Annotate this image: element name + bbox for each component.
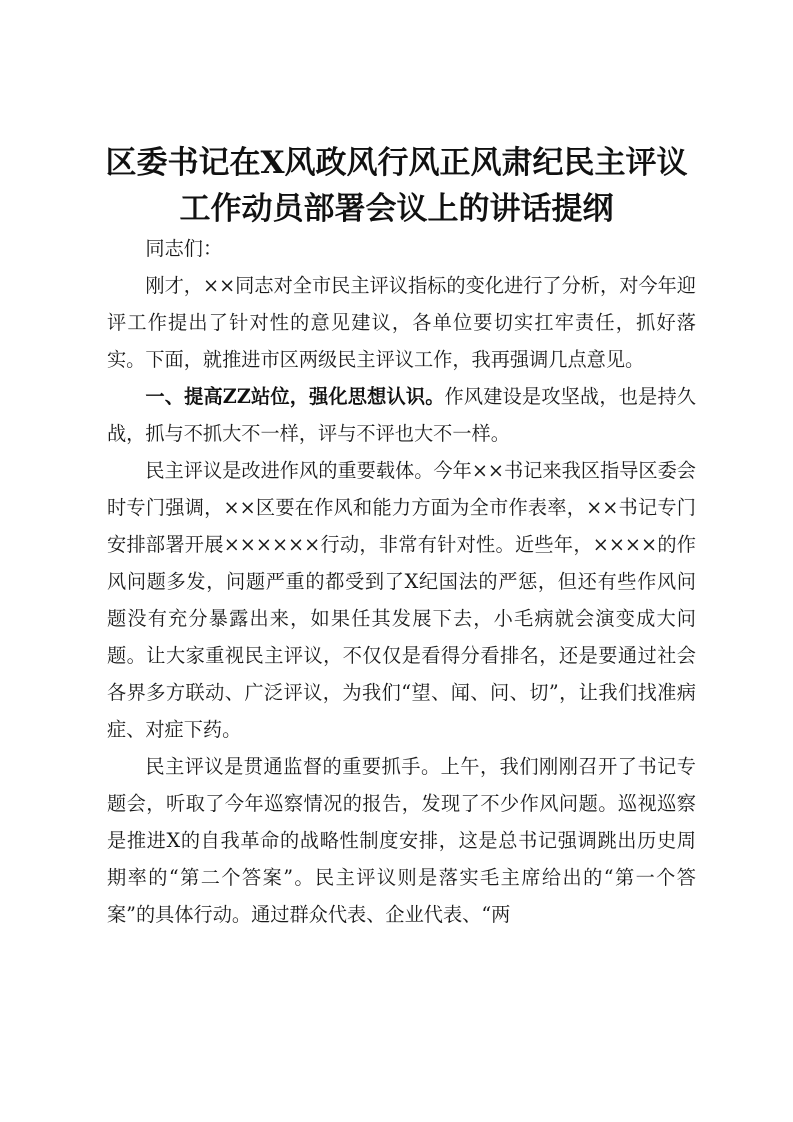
greeting: 同志们： <box>145 237 223 260</box>
document-body <box>107 230 696 933</box>
paragraph-section-one <box>107 378 696 452</box>
paragraph-carrier-text: 民主评议是改进作风的重要载体。今年××书记来我区指导区委会时专门强调，××区要在作风和能力方面为全市作表率，××书记专门安排部署开展××××××行动，非常有针对性。近些年，××××的作风问题多发，问题严重的都受到了X纪国法的严惩，但还有些作风问题没有充分暴露出来，如果任其发展下去，小毛病就会演变成大问题。让大家重视民主评议，不仅仅是看得分看排名，还是要通过社会各界多方联动、广泛评议，为我们“望、闻、问、切”，让我们找准病症、对症下药。 <box>107 459 696 741</box>
paragraph-intro-text: 刚才，××同志对全市民主评议指标的变化进行了分析，对今年迎评工作提出了针对性的意见建议，各单位要切实扛牢责任，抓好落实。下面，就推进市区两级民主评议工作，我再强调几点意见。 <box>107 274 696 371</box>
document-title: 区委书记在X风政风行风正风肃纪民主评议工作动员部署会议上的讲话提纲 <box>105 145 688 227</box>
paragraph-supervision-text: 民主评议是贯通监督的重要抓手。上午，我们刚刚召开了书记专题会，听取了今年巡察情况的报告，发现了不少作风问题。巡视巡察是推进X的自我革命的战略性制度安排，这是总书记强调跳出历史周期率的“第二个答案”。民主评议则是落实毛主席给出的“第一个答案”的具体行动。通过群众代表、企业代表、“两 <box>107 755 696 926</box>
paragraph-intro <box>107 267 696 378</box>
paragraph-carrier <box>107 452 696 748</box>
paragraph-section-one-text: 作风建设是攻坚战，也是持久战，抓与不抓大不一样，评与不评也大不一样。 <box>107 385 696 445</box>
paragraph-supervision <box>107 748 696 933</box>
section-heading-one: 一、提高ZZ站位，强化思想认识。 <box>145 385 445 408</box>
